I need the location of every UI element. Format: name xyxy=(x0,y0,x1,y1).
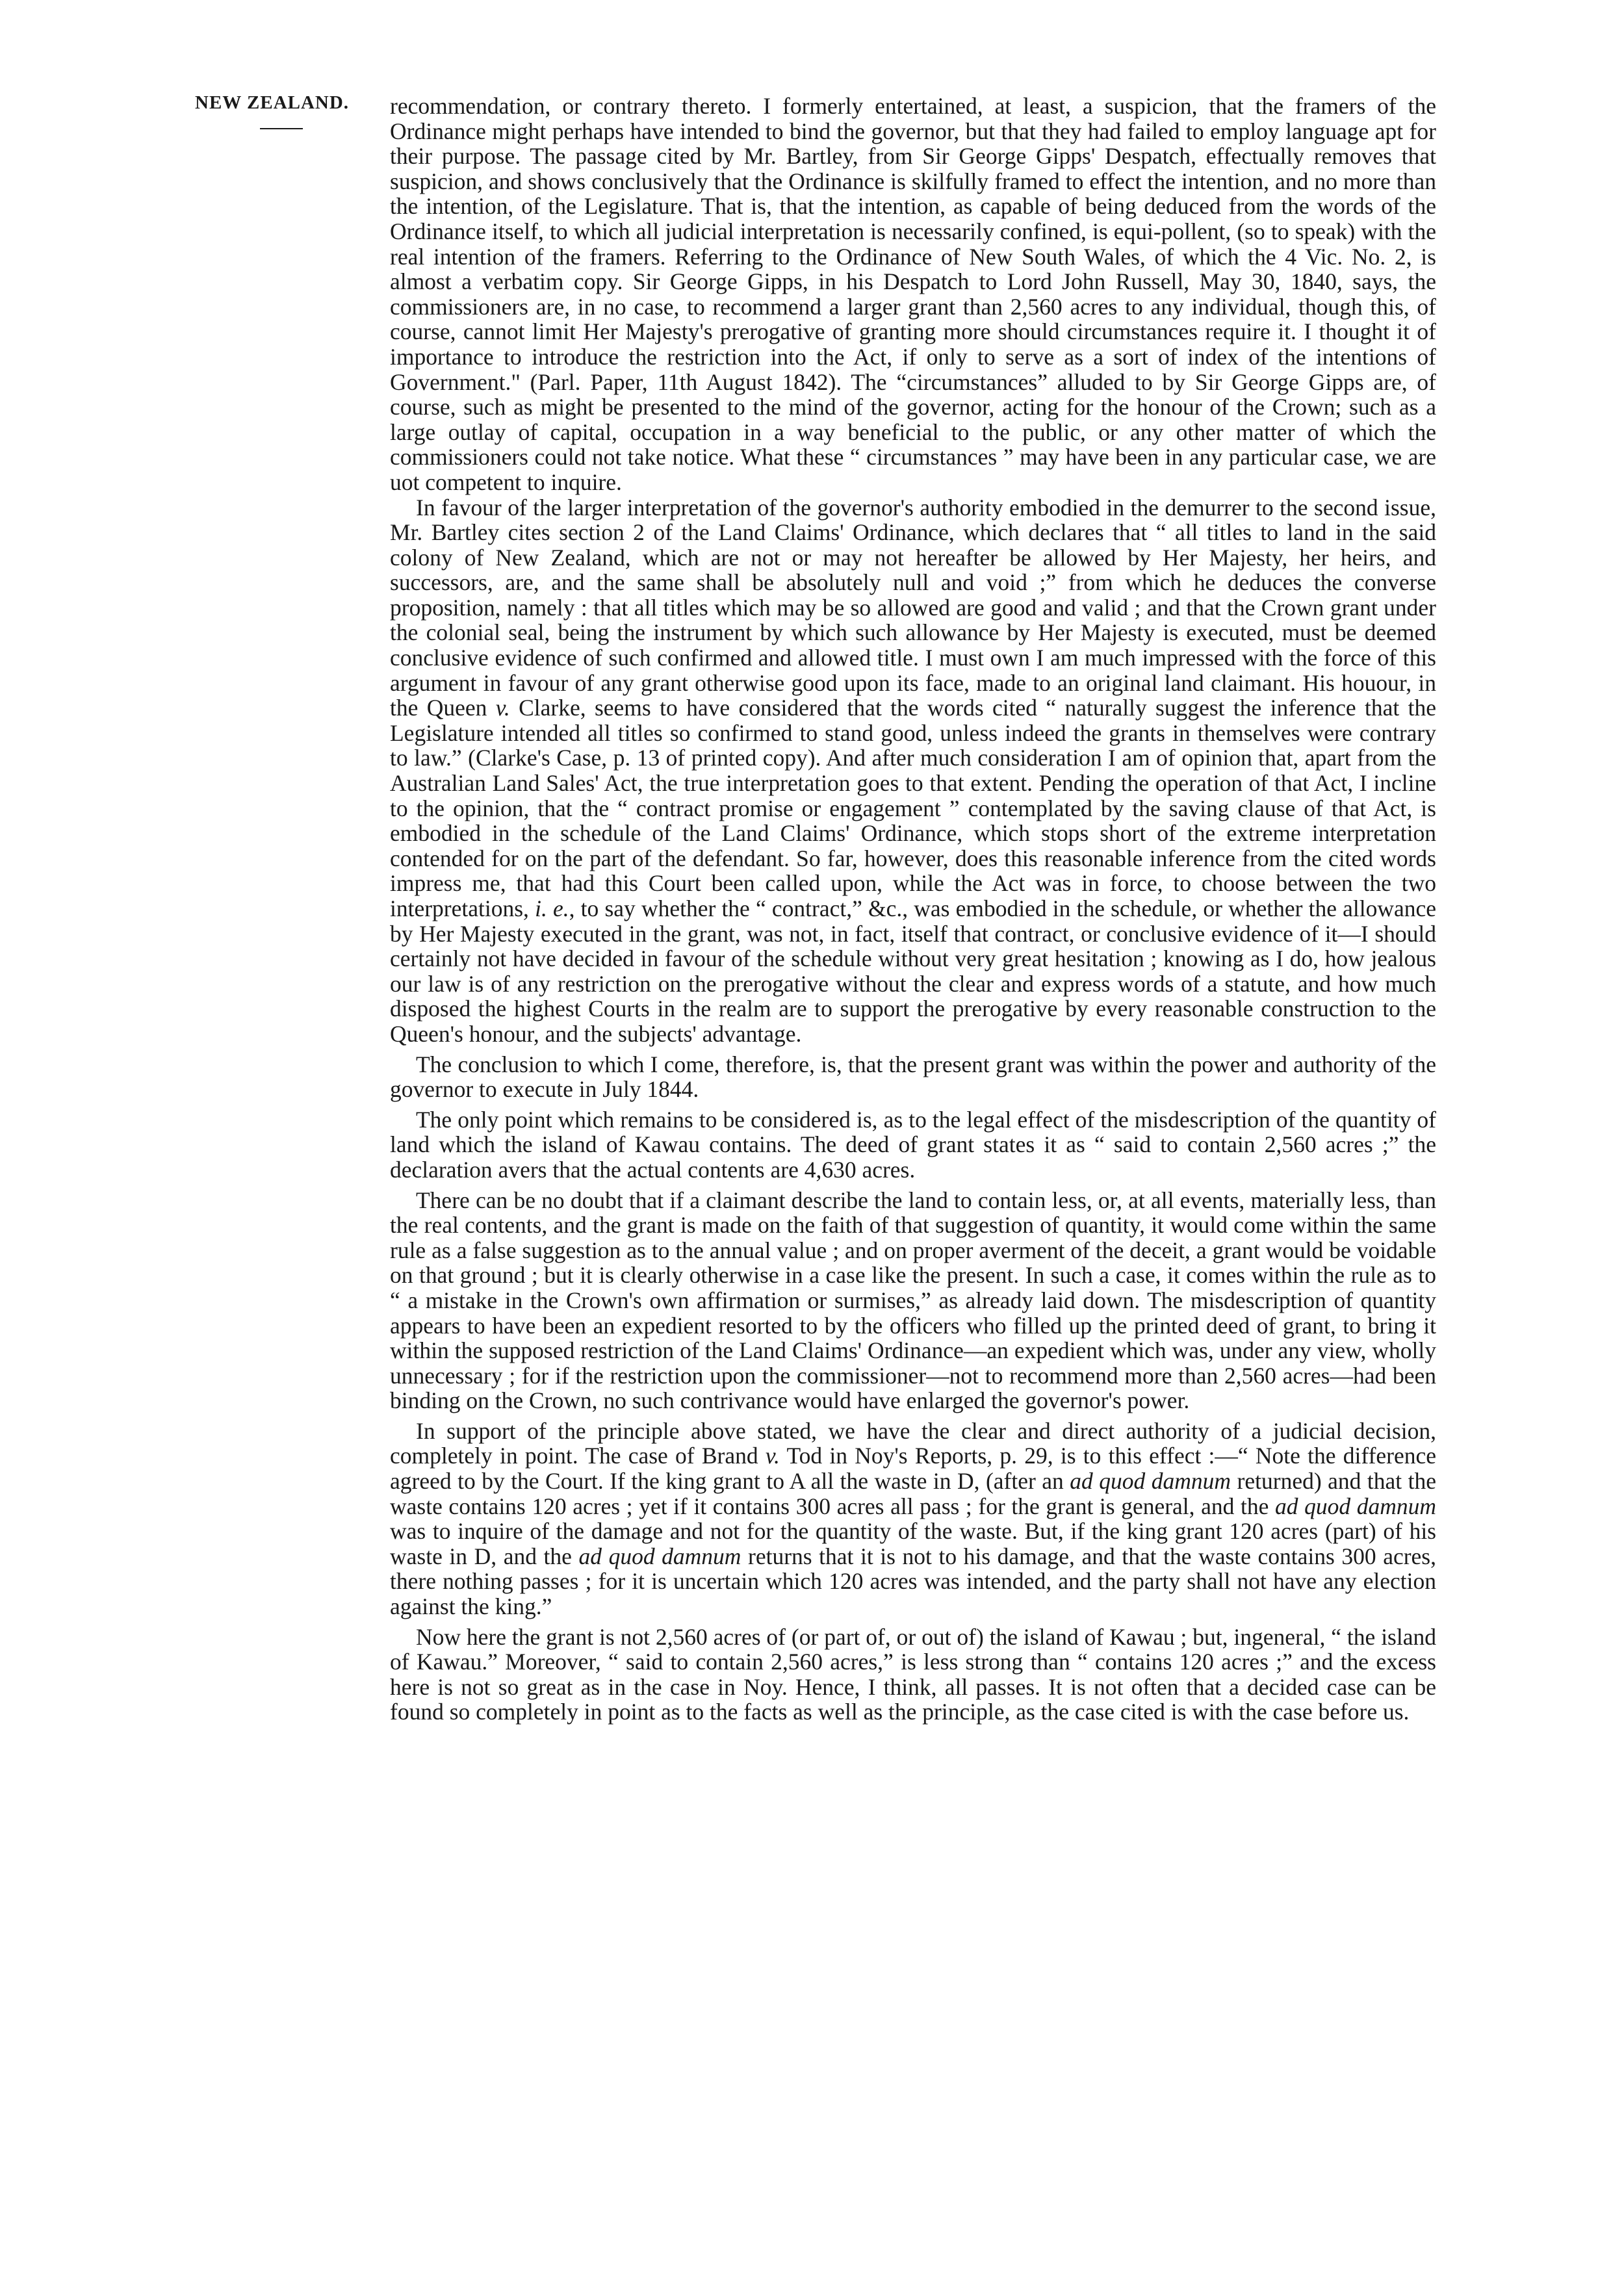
paragraph: The only point which remains to be considered is, as to the legal effect of the misdescription of the quantity of land which the island of Kawau contains. The deed of grant states it as “ said to contain 2,560 acres ;” the declaration avers that the actual contents are 4,630 acres. xyxy=(390,1106,1436,1183)
paragraph: There can be no doubt that if a claimant describe the land to contain less, or, at all events, materially less, than the real contents, and the grant is made on the faith of that suggestion of quantity, it would come within the same rule as a false suggestion as to the annual value ; and on proper averment of the deceit, a grant would be voidable on that ground ; but it is clearly otherwise in a case like the present. In such a case, it comes within the rule as to “ a mistake in the Crown's own affirmation or surmises,” as already laid down. The misdescription of quantity appears to have been an expedient resorted to by the officers who filled up the printed deed of grant, to bring it within the supposed restriction of the Land Claims' Ordinance—an expedient which was, under any view, wholly unnecessary ; for if the restriction upon the commissioner—not to recommend more than 2,560 acres—had been binding on the Crown, no such contrivance would have enlarged the governor's power. xyxy=(390,1187,1436,1414)
paragraph: Now here the grant is not 2,560 acres of (or part of, or out of) the island of Kawau ; but, ingeneral, “ the island of Kawau.” Moreover, “ said to contain 2,560 acres,” is less strong than “ contains 120 acres ;” and the excess here is not so great as in the case in Noy. Hence, I think, all passes. It is not often that a decided case can be found so completely in point as to the facts as well as the principle, as the case cited is with the case before us. xyxy=(390,1623,1436,1725)
paragraph: recommendation, or contrary thereto. I formerly entertained, at least, a suspicion, that the framers of the Ordinance might perhaps have intended to bind the governor, but that they had failed to employ language apt for their purpose. The passage cited by Mr. Bartley, from Sir George Gipps' Despatch, effectually removes that suspicion, and shows conclusively that the Ordinance is skilfully framed to effect the intention, and no more than the intention, of the Legislature. That is, that the intention, as capable of being deduced from the words of the Ordinance itself, to which all judicial interpretation is necessarily confined, is equi-pollent, (so to speak) with the real intention of the framers. Referring to the Ordinance of New South Wales, of which the 4 Vic. No. 2, is almost a verbatim copy. Sir George Gipps, in his Despatch to Lord John Russell, May 30, 1840, says, the commissioners are, in no case, to recommend a larger grant than 2,560 acres to any individual, though this, of course, cannot limit Her Majesty's prerogative of granting more should circumstances require it. I thought it of importance to introduce the restriction into the Act, if only to serve as a sort of index of the intentions of Government." (Parl. Paper, 11th August 1842). The “circumstances” alluded to by Sir George Gipps are, of course, such as might be presented to the mind of the governor, acting for the honour of the Crown; such as a large outlay of capital, occupation in a way beneficial to the public, or any other matter of which the commissioners could not take notice. What these “ circumstances ” may have been in any particular case, we are uot competent to inquire. xyxy=(390,93,1436,495)
paragraph: The conclusion to which I come, therefore, is, that the present grant was within the power and authority of the governor to execute in July 1844. xyxy=(390,1051,1436,1103)
paragraph: In favour of the larger interpretation of the governor's authority embodied in the demurrer to the second issue, Mr. Bartley cites section 2 of the Land Claims' Ordinance, which declares that “ all titles to land in the said colony of New Zealand, which are not or may not hereafter be allowed by Her Majesty, her heirs, and successors, are, and the same shall be absolutely null and void ;” from which he deduces the converse proposition, namely : that all titles which may be so allowed are good and valid ; and that the Crown grant under the colonial seal, being the instrument by which such allowance by Her Majesty is executed, must be deemed conclusive evidence of such confirmed and allowed title. I must own I am much impressed with the force of this argument in favour of any grant otherwise good upon its face, made to an original land claimant. His houour, in the Queen v. Clarke, seems to have considered that the words cited “ naturally suggest the inference that the Legislature intended all titles so confirmed to stand good, unless indeed the grants in themselves were contrary to law.” (Clarke's Case, p. 13 of printed copy). And after much consideration I am of opinion that, apart from the Australian Land Sales' Act, the true interpretation goes to that extent. Pending the operation of that Act, I incline to the opinion, that the “ contract promise or engagement ” contemplated by the saving clause of that Act, is embodied in the schedule of the Land Claims' Ordinance, which stops short of the extreme interpretation contended for on the part of the defendant. So far, however, does this reasonable inference from the cited words impress me, that had this Court been called upon, while the Act was in force, to choose between the two interpretations, i. e., to say whether the “ contract,” &c., was embodied in the schedule, or whether the allowance by Her Majesty executed in the grant, was not, in fact, itself that contract, or conclusive evidence of it—I should certainly not have decided in favour of the schedule without very great hesitation ; knowing as I do, how jealous our law is of any restriction on the prerogative without the clear and express words of a statute, and how much disposed the highest Courts in the realm are to support the prerogative by every reasonable construction to the Queen's honour, and the subjects' advantage. xyxy=(390,494,1437,1047)
body-text xyxy=(390,94,1436,1725)
margin-heading-rule xyxy=(260,128,303,129)
margin-heading: NEW ZEALAND. xyxy=(195,92,350,113)
paragraph: In support of the principle above stated, we have the clear and direct authority of a judicial decision, completely in point. The case of Brand v. Tod in Noy's Reports, p. 29, is to this effect :—“ Note the difference agreed to by the Court. If the king grant to A all the waste in D, (after an ad quod damnum returned) and that the waste contains 120 acres ; yet if it contains 300 acres all pass ; for the grant is general, and the ad quod damnum was to inquire of the damage and not for the quantity of the waste. But, if the king grant 120 acres (part) of his waste in D, and the ad quod damnum returns that it is not to his damage, and that the waste contains 300 acres, there nothing passes ; for it is uncertain which 120 acres was intended, and the party shall not have any election against the king.” xyxy=(390,1417,1436,1620)
